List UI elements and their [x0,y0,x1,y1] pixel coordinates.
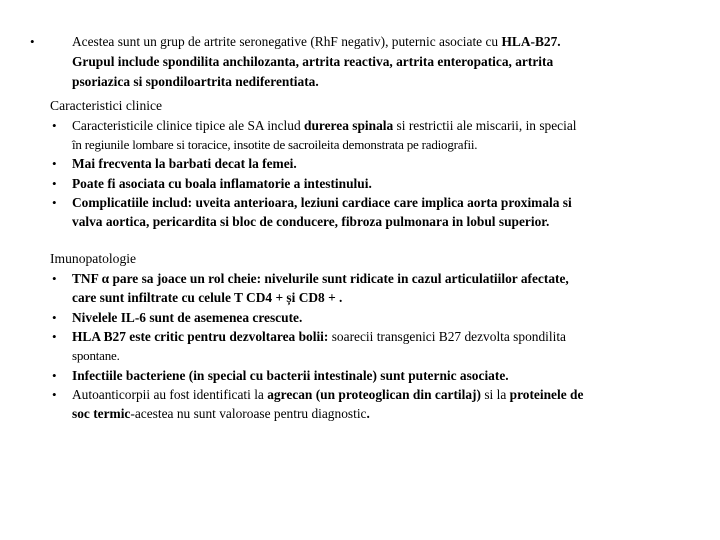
text: în regiunile lombare si toracice, insotite de sacroileita demonstrata pe radiografii. [72,137,478,153]
bold-text: valva aortica, pericardita si bloc de conducere, fibroza pulmonara in lobul superior. [72,214,550,229]
bold-text: agrecan (un proteoglican din cartilaj) [267,386,481,402]
text: Caracteristicile clinice tipice ale SA includ [72,118,305,133]
text-line [72,368,509,384]
text-line [72,329,566,345]
bold-text: HLA-B27. [501,34,561,49]
text: Autoanticorpii au fost identificati la [72,386,268,402]
bold-text: Grupul include spondilita anchilozanta, artrita reactiva, artrita enteropatica, artrita [72,54,554,69]
text-line [72,290,342,306]
text: si la [480,386,510,402]
text-line [72,348,120,364]
bold-text: proteinele de [509,386,584,402]
bold-text: Mai frecventa la barbati decat la femei. [72,156,297,172]
text-line [72,195,572,211]
text-line [72,34,561,50]
bullet-icon: • [52,271,57,286]
text-line [72,214,549,230]
bullet-icon: • [52,367,57,383]
text: Acestea sunt un grup de artrite seronegative (RhF negativ), puternic asociate cu [72,34,502,49]
bullet-icon: • [52,194,57,210]
text: -acestea nu sunt valoroase pentru diagnostic [130,406,367,422]
text: si restrictii ale miscarii, in special [393,118,577,133]
bold-text: TNF α pare sa joace un rol cheie: nivelurile sunt ridicate in cazul articulatiilor afectate, [72,271,569,286]
text-line [72,310,302,326]
bullet-icon: • [52,118,57,133]
text-line [72,271,569,287]
bullet-icon: • [52,175,57,191]
text-line [72,387,583,403]
text-line [72,137,477,153]
text-line [72,118,577,134]
bold-text: . [366,406,370,422]
text: spontane. [72,348,120,364]
bold-text: psoriazica si spondiloartrita nediferentiata. [72,74,319,89]
bold-text: Nivelele IL-6 sunt de asemenea crescute. [72,309,303,325]
bold-text: durerea spinala [304,118,394,133]
text-line [72,406,370,422]
bold-text: HLA B27 este critic pentru dezvoltarea bolii: [72,328,329,344]
bullet-icon: • [52,328,57,344]
text-line [72,54,553,70]
bullet-icon: • [52,309,57,325]
text: soarecii transgenici B27 dezvolta spondilita [328,328,566,344]
section-heading-immuno: Imunopatologie [50,251,137,266]
text-line [72,176,372,192]
bold-text: soc termic [72,406,131,422]
bold-text: care sunt infiltrate cu celule T CD4 + și CD8 + . [72,290,343,306]
bold-text: Complicatiile includ: uveita anterioara, leziuni cardiace care implica aorta proximala si [72,194,572,210]
bullet-icon: • [52,156,57,172]
bold-text: Infectiile bacteriene (in special cu bacterii intestinale) sunt puternic asociate. [72,367,509,383]
bullet-icon: • [52,386,57,402]
text-line [72,74,319,90]
bold-text: Poate fi asociata cu boala inflamatorie a intestinului. [72,175,372,191]
bullet-icon: • [30,34,35,49]
section-heading-clinical: Caracteristici clinice [50,98,163,113]
text-line [72,156,297,172]
